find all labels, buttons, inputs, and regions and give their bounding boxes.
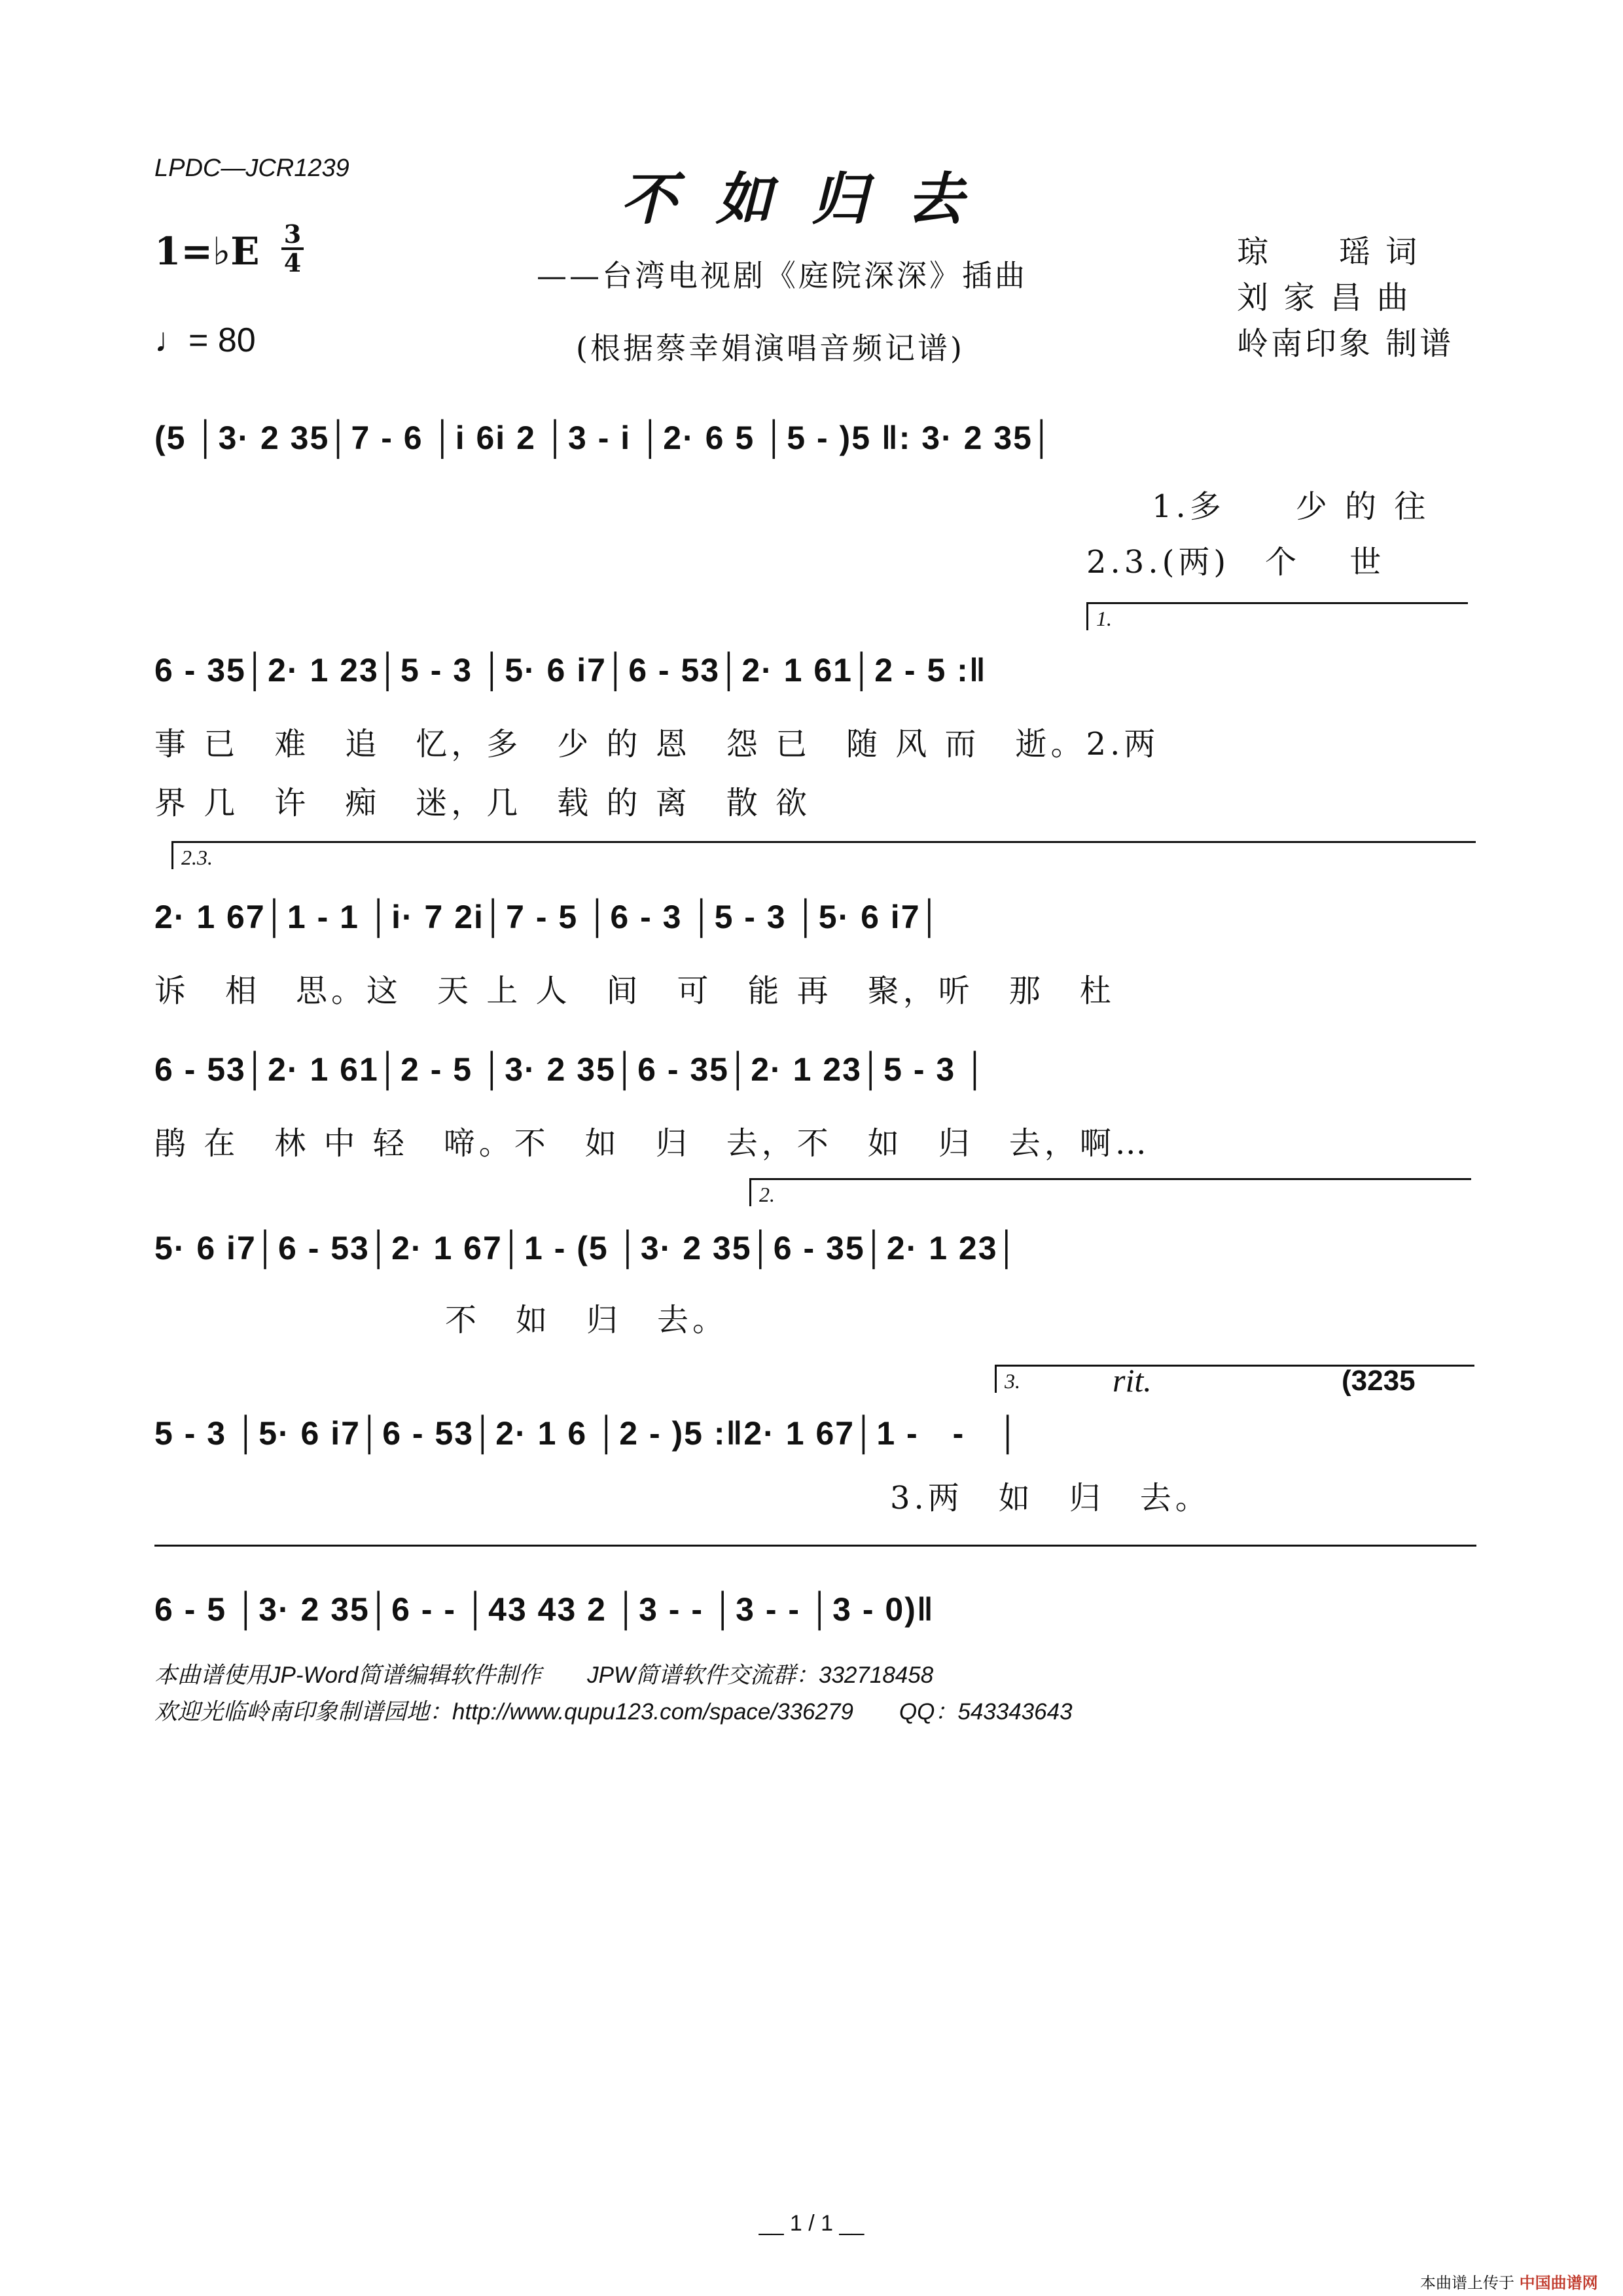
notation-line-7: 6 - 5 │3· 2 35│6 - - │43 43 2 │3 - - │3 - - │3 - 0)‖	[154, 1591, 935, 1628]
meter-top: 3	[283, 219, 302, 249]
footer-line-1: 本曲谱使用JP-Word简谱编辑软件制作 JPW简谱软件交流群：332718458	[154, 1662, 934, 1688]
lyric-line-6: 3.两 如 归 去。	[890, 1480, 1211, 1516]
lyric-line-1a: 1.多 少 的 往	[1152, 488, 1430, 525]
subtitle: ——台湾电视剧《庭院深深》插曲	[537, 258, 1027, 293]
volta-2-3: 2.3.	[171, 841, 1476, 869]
system-divider	[154, 1545, 1476, 1547]
composer-credit: 刘 家 昌 曲	[1237, 279, 1411, 316]
notation-line-2: 6 - 35│2· 1 23│5 - 3 │5· 6 i7│6 - 53│2· 1 61│2 - 5 :‖	[154, 652, 987, 689]
credits	[1237, 229, 1454, 367]
volta-1: 1.	[1086, 602, 1468, 630]
volta-3: 3.	[995, 1365, 1474, 1393]
notation-line-1: (5 │3· 2 35│7 - 6 │i 6i 2 │3 - i │2· 6 5 │5 - )5 ‖: 3· 2 35│	[154, 420, 1055, 456]
notation-line-6: 5 - 3 │5· 6 i7│6 - 53│2· 1 6 │2 - )5 :‖2· 1 67│1 - - │	[154, 1415, 1021, 1452]
source-watermark: 本曲谱上传于 中国曲谱网	[1420, 2274, 1598, 2292]
transcription-note: (根据蔡幸娟演唱音频记谱)	[576, 331, 965, 366]
page-number: __ 1 / 1 __	[758, 2211, 865, 2236]
lyric-line-4: 鹃 在 林 中 轻 啼。不 如 归 去，不 如 归 去，啊…	[154, 1125, 1150, 1162]
lyric-line-2a: 事 已 难 追 忆，多 少 的 恩 怨 已 随 风 而 逝。2.两	[154, 726, 1160, 762]
arranger-credit: 岭南印象 制谱	[1237, 325, 1454, 362]
time-signature	[281, 219, 304, 278]
page-title: 不如归去	[620, 166, 1003, 232]
brand-logo: 中国曲谱网	[1519, 2274, 1598, 2292]
lyricist-credit: 琼 瑶 词	[1237, 234, 1420, 270]
lyric-line-5: 不 如 归 去。	[445, 1302, 728, 1338]
volta-2: 2.	[749, 1178, 1471, 1206]
lyric-line-3: 诉 相 思。这 天 上 人 间 可 能 再 聚，听 那 杜	[154, 973, 1115, 1009]
score-code: LPDC—JCR1239	[154, 154, 349, 182]
footer-line-2: 欢迎光临岭南印象制谱园地：http://www.qupu123.com/space/336279 QQ：543343643	[154, 1699, 1073, 1725]
key-signature: 1=♭E	[154, 229, 260, 274]
lyric-line-1b: 2.3.(两) 个 世	[1086, 544, 1385, 581]
meter-bottom: 4	[283, 248, 302, 278]
tempo-mark: ♩= 80	[154, 321, 256, 359]
notation-line-4: 6 - 53│2· 1 61│2 - 5 │3· 2 35│6 - 35│2· 1 23│5 - 3 │	[154, 1051, 988, 1088]
notation-line-5: 5· 6 i7│6 - 53│2· 1 67│1 - (5 │3· 2 35│6 - 35│2· 1 23│	[154, 1230, 1020, 1266]
notation-line-3: 2· 1 67│1 - 1 │i· 7 2i│7 - 5 │6 - 3 │5 - 3 │5· 6 i7│	[154, 899, 942, 935]
grace-notes: (3235	[1342, 1365, 1416, 1397]
lyric-line-2b: 界 几 许 痴 迷，几 载 的 离 散 欲	[154, 785, 812, 821]
ritardando-mark: rit.	[1113, 1362, 1152, 1399]
